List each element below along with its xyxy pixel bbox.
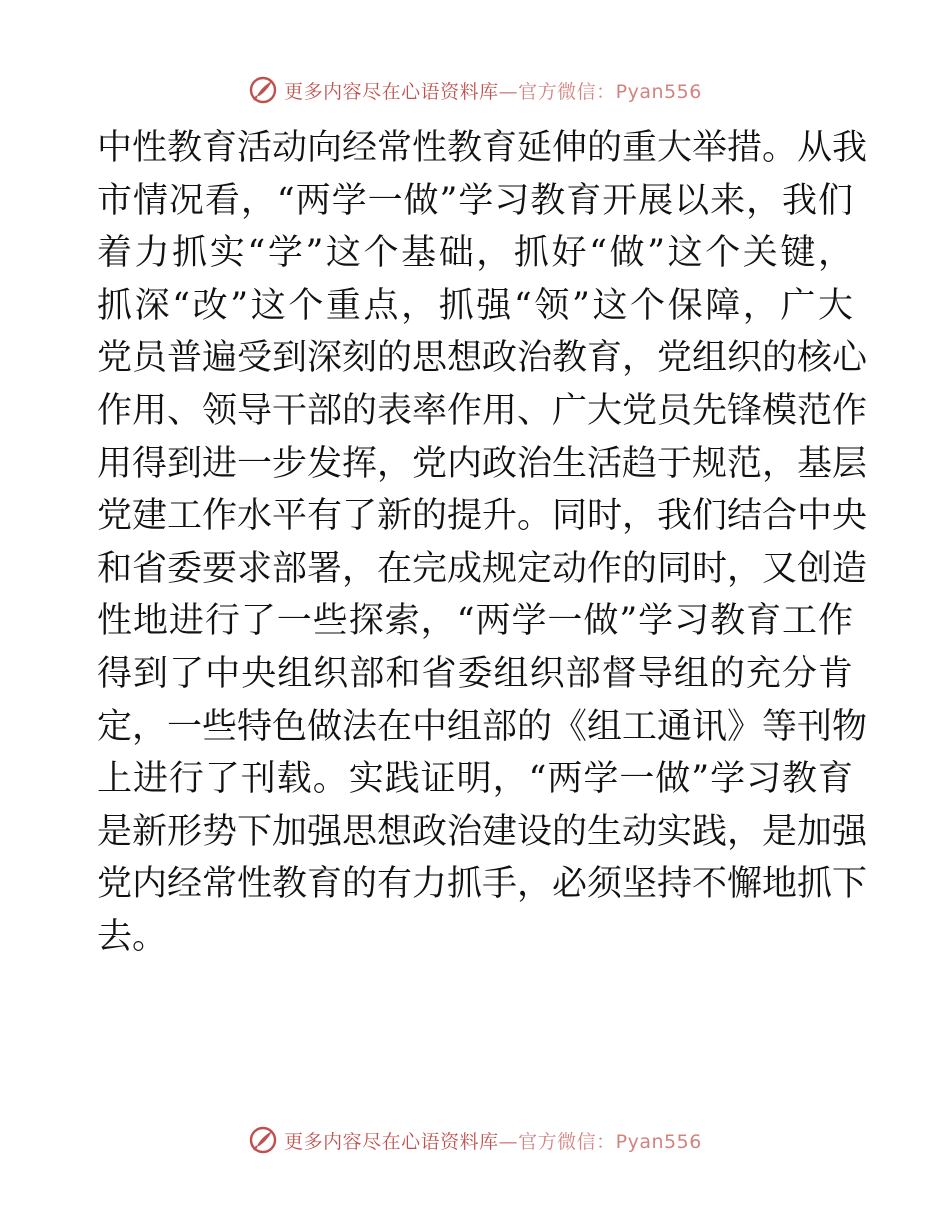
banner-main-text: 更多内容尽在心语资料库 (284, 80, 499, 103)
body-line: 和省委要求部署，在完成规定动作的同时，又创造 (97, 548, 868, 589)
body-line: 去。 (97, 916, 168, 957)
body-line: 党建工作水平有了新的提升。同时，我们结合中央 (97, 496, 868, 537)
header-banner (0, 70, 950, 110)
quill-emblem-icon (248, 75, 278, 105)
body-line: 作用、领导干部的表率作用、广大党员先锋模范作 (97, 390, 868, 431)
body-line: 得到了中央组织部和省委组织部督导组的充分肯 (97, 653, 853, 694)
body-line: 党内经常性教育的有力抓手，必须坚持不懈地抓下 (97, 864, 868, 905)
body-line: 是新形势下加强思想政治建设的生动实践，是加强 (97, 811, 868, 852)
body-line: 市情况看，“两学一做”学习教育开展以来，我们 (97, 180, 853, 221)
quill-emblem-icon (248, 1125, 278, 1155)
body-line: 定，一些特色做法在中组部的《组工通讯》等刊物 (97, 706, 868, 747)
banner-contact-text: —官方微信：Pyan556 (498, 1130, 702, 1153)
body-line: 性地进行了一些探索，“两学一做”学习教育工作 (97, 601, 853, 642)
body-line: 党员普遍受到深刻的思想政治教育，党组织的核心 (97, 338, 868, 379)
body-line: 抓深“改”这个重点，抓强“领”这个保障，广大 (97, 285, 853, 326)
body-line: 用得到进一步发挥，党内政治生活趋于规范，基层 (97, 443, 868, 484)
footer-banner (0, 1120, 950, 1160)
body-line: 上进行了刊载。实践证明，“两学一做”学习教育 (97, 759, 853, 800)
body-line: 中性教育活动向经常性教育延伸的重大举措。从我 (97, 128, 868, 168)
document-body (97, 122, 868, 964)
banner-main-text: 更多内容尽在心语资料库 (284, 1130, 499, 1153)
banner-contact-text: —官方微信：Pyan556 (498, 80, 702, 103)
body-line: 着力抓实“学”这个基础，抓好“做”这个关键， (97, 233, 853, 274)
